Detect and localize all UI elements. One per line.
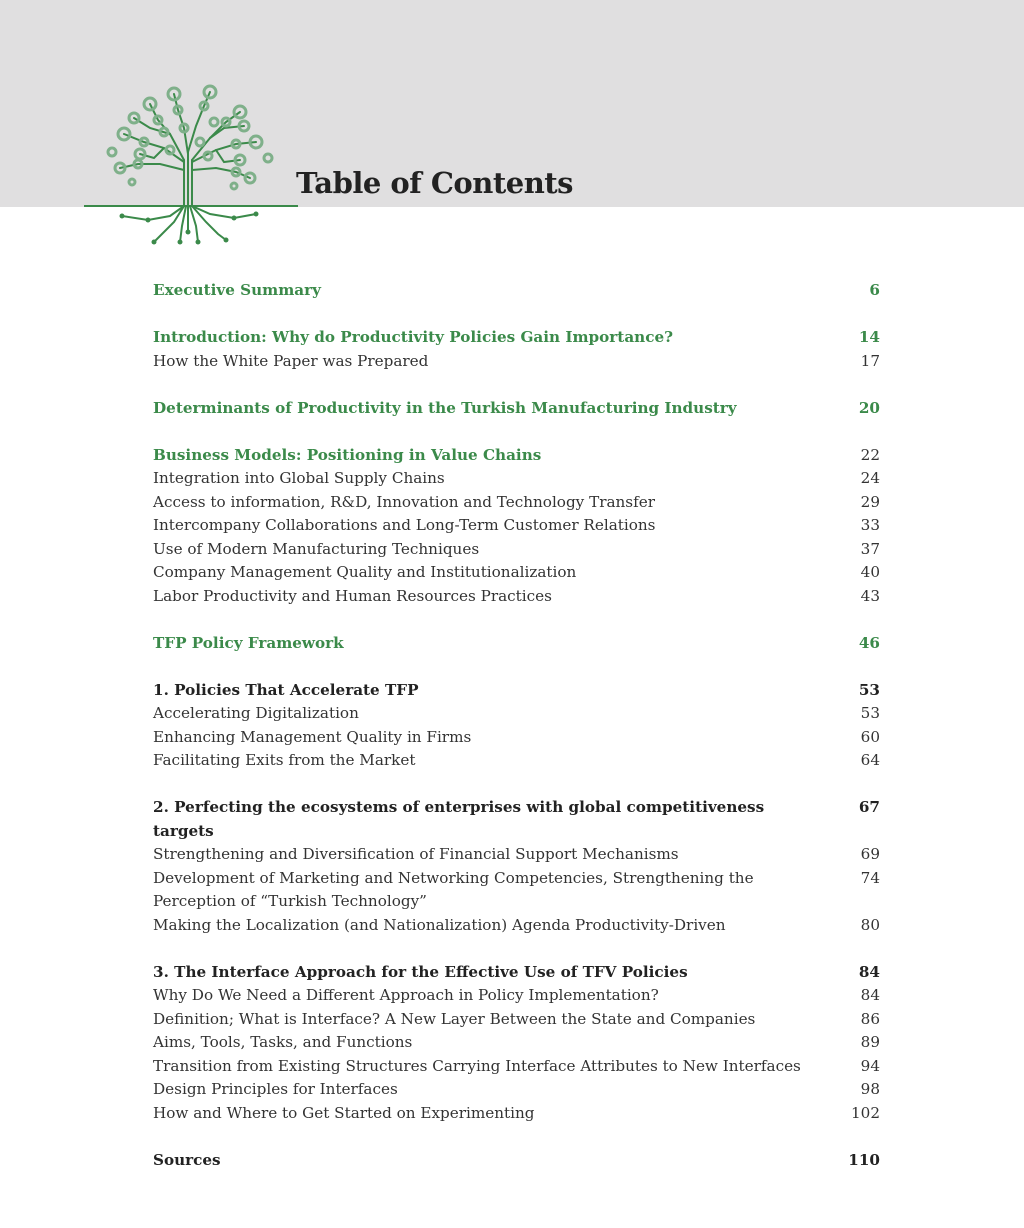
toc-entry-page: 40 [860,563,880,581]
toc-entry[interactable] [153,538,880,562]
toc-spacer [153,608,880,632]
toc-entry-page: 64 [860,751,880,769]
toc-entry[interactable] [153,679,880,703]
toc-entry-title: 3. The Interface Approach for the Effective Use of TFV Policies [153,962,688,981]
toc-entry-title: How the White Paper was Prepared [153,351,429,370]
toc-entry-page: 17 [860,351,880,370]
toc-entry-title: 1. Policies That Accelerate TFP [153,680,419,699]
gear-tree-logo-icon [84,82,298,248]
toc-entry[interactable] [153,726,880,750]
toc-entry-title: Development of Marketing and Networking Competencies, Strengthening the Perception of “Turkish Technology” [153,868,754,910]
toc-entry-page: 24 [860,469,880,487]
toc-entry-title: 2. Perfecting the ecosystems of enterprises with global competitiveness targets [153,798,765,840]
toc-entry-title: Business Models: Positioning in Value Chains [153,445,542,464]
toc-entry-page: 110 [848,1150,880,1169]
toc-spacer [153,937,880,961]
toc-entry-title: Intercompany Collaborations and Long-Term Customer Relations [153,516,656,534]
toc-entry[interactable] [153,350,880,374]
toc-entry-page: 22 [860,445,880,464]
toc-entry-title: Labor Productivity and Human Resources Practices [153,586,552,605]
toc-spacer [153,303,880,327]
page-title: Table of Contents [296,166,574,200]
toc-entry-title: Transition from Existing Structures Carrying Interface Attributes to New Interfaces [153,1056,801,1075]
toc-entry-title: TFP Policy Framework [153,633,344,652]
toc-entry-page: 6 [869,281,880,299]
toc-entry[interactable] [153,1031,880,1055]
toc-entry-title: Access to information, R&D, Innovation and Technology Transfer [153,492,655,511]
toc-entry[interactable] [153,585,880,609]
toc-entry[interactable] [153,702,880,726]
toc-entry-page: 37 [860,539,880,558]
toc-entry-page: 43 [860,586,880,605]
toc-entry-title: Aims, Tools, Tasks, and Functions [153,1033,413,1051]
toc-entry[interactable] [153,491,880,515]
toc-entry[interactable] [153,1055,880,1079]
toc-entry-page: 80 [860,915,880,934]
toc-entry-page: 53 [858,680,880,699]
toc-entry[interactable] [153,843,880,867]
toc-entry[interactable] [153,514,880,538]
toc-entry[interactable] [153,984,880,1008]
toc-entry-title: Definition; What is Interface? A New Layer Between the State and Companies [153,1009,756,1028]
toc-entry[interactable] [153,632,880,656]
toc-entry-page: 53 [860,704,880,722]
toc-entry-page: 60 [860,727,880,746]
toc-entry-page: 102 [851,1103,880,1122]
toc-entry[interactable] [153,279,880,303]
toc-entry-title: Executive Summary [153,281,321,299]
toc-entry-title: Accelerating Digitalization [153,704,359,722]
toc-entry[interactable] [153,796,880,843]
toc-entry-title: Sources [153,1150,221,1169]
toc-entry[interactable] [153,326,880,350]
toc-entry[interactable] [153,1078,880,1102]
toc-entry-title: How and Where to Get Started on Experimenting [153,1103,535,1122]
toc-entry[interactable] [153,749,880,773]
toc-spacer [153,655,880,679]
toc-entry[interactable] [153,914,880,938]
toc-entry-page: 84 [858,962,880,981]
toc-entry-page: 98 [860,1080,880,1098]
toc-entry-page: 46 [858,633,880,652]
toc-entry[interactable] [153,397,880,421]
toc-entry-page: 69 [860,845,880,863]
toc-spacer [153,773,880,797]
toc-entry-title: Strengthening and Diversification of Financial Support Mechanisms [153,845,679,863]
toc-entry-page: 94 [860,1056,880,1075]
toc-entry[interactable] [153,1149,880,1173]
toc-entry-title: Facilitating Exits from the Market [153,751,416,769]
toc-spacer [153,1125,880,1149]
toc-entry-title: Design Principles for Interfaces [153,1080,398,1098]
toc-entry-title: Company Management Quality and Institutionalization [153,563,577,581]
toc-entry[interactable] [153,1008,880,1032]
toc-entry[interactable] [153,444,880,468]
toc-entry-page: 33 [860,516,880,534]
toc-entry-title: Integration into Global Supply Chains [153,469,445,487]
toc-entry-page: 84 [860,986,880,1004]
toc-entry-title: Making the Localization (and Nationalization) Agenda Productivity-Driven [153,915,726,934]
toc-entry[interactable] [153,561,880,585]
toc-entry-title: Why Do We Need a Different Approach in Policy Implementation? [153,986,659,1004]
toc-entry-title: Determinants of Productivity in the Turkish Manufacturing Industry [153,398,737,417]
table-of-contents [153,279,880,1172]
toc-entry-page: 14 [858,328,880,346]
toc-entry-page: 89 [860,1033,880,1051]
toc-entry-page: 20 [858,398,880,417]
toc-entry-title: Enhancing Management Quality in Firms [153,727,472,746]
toc-spacer [153,420,880,444]
toc-entry-page: 86 [860,1009,880,1028]
toc-entry-title: Use of Modern Manufacturing Techniques [153,539,480,558]
toc-entry[interactable] [153,867,880,914]
toc-entry[interactable] [153,1102,880,1126]
toc-entry-page: 29 [860,492,880,511]
toc-entry[interactable] [153,467,880,491]
toc-spacer [153,373,880,397]
toc-entry[interactable] [153,961,880,985]
toc-entry-page: 74 [860,868,880,887]
toc-entry-title: Introduction: Why do Productivity Policies Gain Importance? [153,328,674,346]
toc-entry-page: 67 [858,798,880,816]
